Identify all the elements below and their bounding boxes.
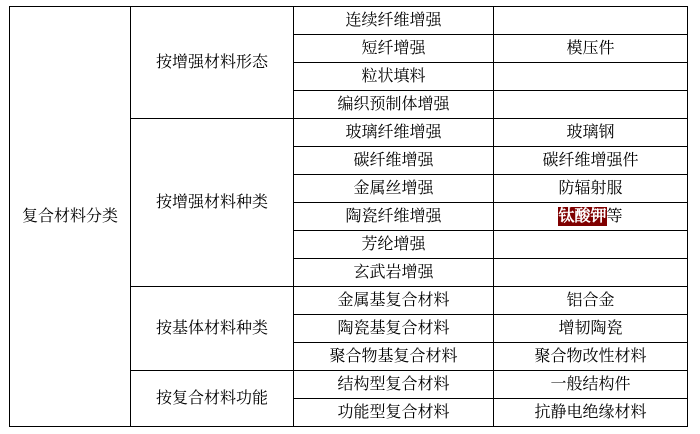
example-cell (494, 231, 688, 259)
sub-item-cell: 金属基复合材料 (294, 287, 494, 315)
group-cell-reinforcement-kind: 按增强材料种类 (131, 119, 294, 287)
classification-table (9, 6, 688, 427)
example-cell-highlighted (494, 203, 688, 231)
example-cell: 玻璃钢 (494, 119, 688, 147)
sub-item-cell: 碳纤维增强 (294, 147, 494, 175)
sub-item-cell: 陶瓷基复合材料 (294, 315, 494, 343)
sub-item-cell: 功能型复合材料 (294, 399, 494, 427)
example-cell: 增韧陶瓷 (494, 315, 688, 343)
group-cell-reinforcement-form: 按增强材料形态 (131, 7, 294, 119)
sub-item-cell: 连续纤维增强 (294, 7, 494, 35)
sub-item-cell: 结构型复合材料 (294, 371, 494, 399)
sub-item-cell: 金属丝增强 (294, 175, 494, 203)
sub-item-cell: 聚合物基复合材料 (294, 343, 494, 371)
sub-item-cell: 短纤增强 (294, 35, 494, 63)
example-cell: 碳纤维增强件 (494, 147, 688, 175)
example-cell: 聚合物改性材料 (494, 343, 688, 371)
group-cell-matrix-kind: 按基体材料种类 (131, 287, 294, 371)
example-cell: 模压件 (494, 35, 688, 63)
root-category-cell: 复合材料分类 (10, 7, 131, 427)
highlight-suffix-text: 等 (606, 207, 623, 225)
example-cell (494, 7, 688, 35)
sub-item-cell: 粒状填料 (294, 63, 494, 91)
sub-item-cell: 玄武岩增强 (294, 259, 494, 287)
example-cell: 防辐射服 (494, 175, 688, 203)
example-cell (494, 91, 688, 119)
sub-item-cell: 陶瓷纤维增强 (294, 203, 494, 231)
example-cell: 铝合金 (494, 287, 688, 315)
example-cell: 一般结构件 (494, 371, 688, 399)
example-cell (494, 259, 688, 287)
highlighted-term: 钛酸钾 (558, 207, 607, 225)
example-cell: 抗静电绝缘材料 (494, 399, 688, 427)
table-row (10, 7, 688, 35)
sub-item-cell: 玻璃纤维增强 (294, 119, 494, 147)
sub-item-cell: 编织预制体增强 (294, 91, 494, 119)
sub-item-cell: 芳纶增强 (294, 231, 494, 259)
example-cell (494, 63, 688, 91)
group-cell-composite-function: 按复合材料功能 (131, 371, 294, 427)
